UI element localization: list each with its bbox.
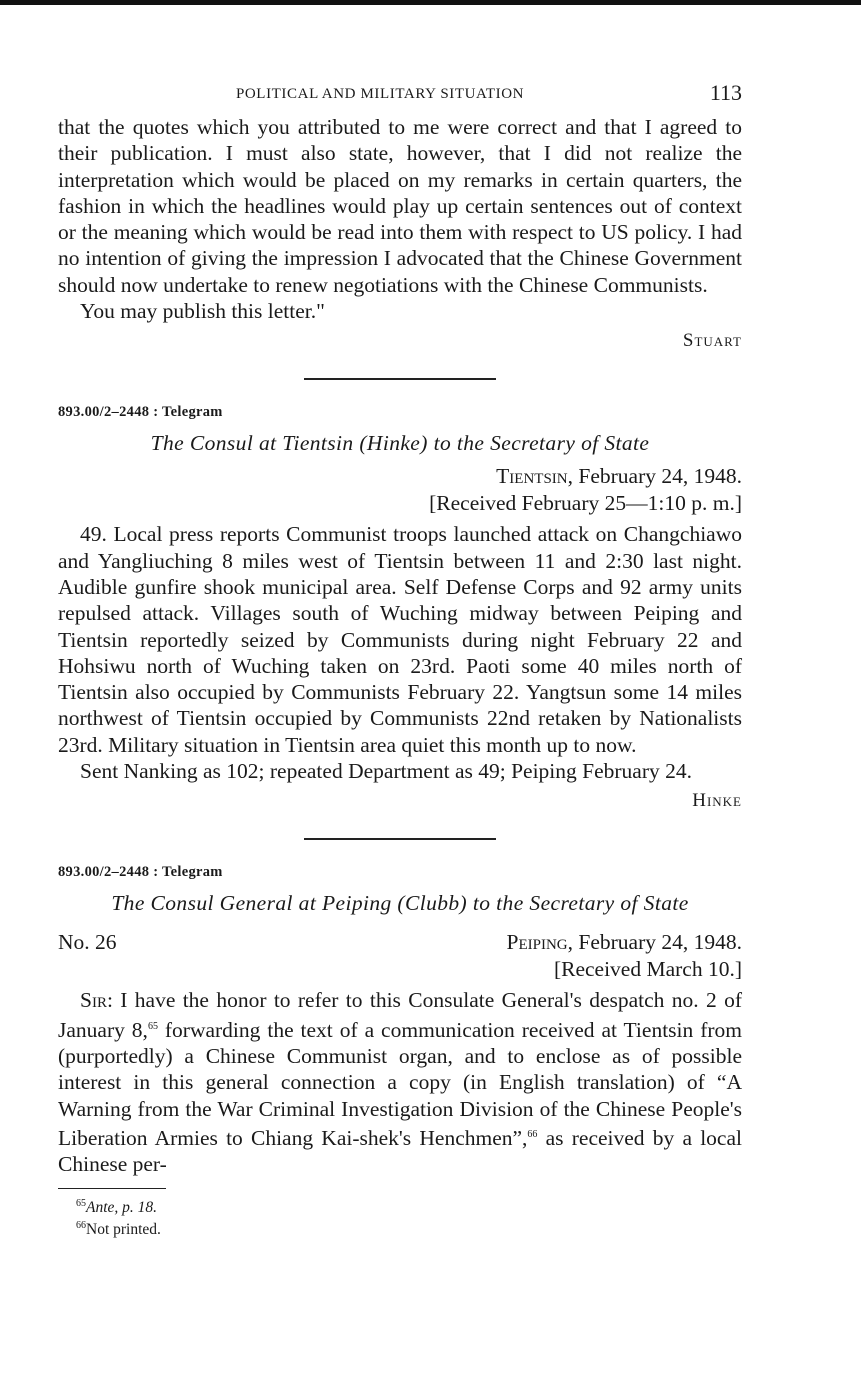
doc3-received: [Received March 10.] [553, 957, 742, 982]
doc3-place: Peiping [506, 930, 568, 955]
doc2-dateline [58, 463, 742, 490]
doc3-body [58, 987, 742, 1177]
page-number: 113 [709, 80, 742, 105]
doc2-section [58, 404, 742, 812]
doc3-salutation: Sir [80, 988, 107, 1013]
footnote-ref-65[interactable]: 65 [147, 1020, 158, 1032]
doc2-received: [Received February 25—1:10 p. m.] [429, 491, 742, 516]
doc3-body-c: as received by a local Chinese per- [58, 1126, 742, 1177]
doc1-paragraph-1: that the quotes which you attributed to me were correct and that I agreed to their publication. I must also state, however, that I did not realize the interpretation which would be placed on my remarks in certain quarters, the fashion in which the headlines would play up certain sentences out of context or the meaning which would be read into them with respect to US policy. I had no intention of giving the impression I advocated that the Chinese Government should now undertake to renew negotiations with the Chinese Communists. [58, 115, 742, 297]
doc2-sent: Sent Nanking as 102; repeated Department as 49; Peiping February 24. [80, 759, 693, 784]
doc3-title: The Consul General at Peiping (Clubb) to the Secretary of State [111, 891, 689, 916]
section-divider-1 [304, 378, 496, 380]
footnote-66 [58, 1217, 742, 1239]
doc3-number: No. 26 [58, 930, 117, 955]
footnote-65 [58, 1195, 742, 1217]
footnote-text: Ante, p. 18. [86, 1198, 158, 1216]
scan-edge-bar [0, 0, 861, 5]
footnote-text: Not printed. [86, 1221, 161, 1239]
running-head: POLITICAL AND MILITARY SITUATION [235, 86, 525, 102]
doc3-date: , February 24, 1948. [567, 930, 742, 955]
doc2-place: Tientsin [496, 464, 568, 489]
page-header [58, 80, 742, 114]
doc3-body-a: : I have the honor to refer to this Consulate General's despatch no. 2 of January 8, [58, 988, 742, 1042]
doc2-signature: Hinke [692, 790, 742, 812]
document-page [58, 80, 742, 1239]
doc1-paragraph-2: You may publish this letter." [80, 299, 325, 324]
doc1-signature: Stuart [682, 330, 742, 352]
doc2-title: The Consul at Tientsin (Hinke) to the Secretary of State [150, 431, 650, 456]
doc3-body-b: forwarding the text of a communication received at Tientsin from (purportedly) a Chinese Communist organ, and to enclose as of possible interest in this general connection a copy (in English translation) of “A Warning from the War Criminal Investigation Division of the Chinese People's Liberation Armies to Chiang Kai-shek's Henchmen”, [58, 1017, 742, 1151]
section-divider-2 [304, 838, 496, 840]
doc3-dateline [507, 929, 743, 956]
doc3-file-ref: 893.00/2–2448 : Telegram [58, 864, 223, 881]
doc2-date: , February 24, 1948. [567, 464, 742, 489]
footnote-ref-66[interactable]: 66 [527, 1128, 538, 1140]
doc3-section [58, 864, 742, 1177]
doc2-body: 49. Local press reports Communist troops launched attack on Changchiawo and Yangliuching 8 miles west of Tientsin between 11 and 2:30 last night. Audible gunfire shook municipal area. Self Defense Corps and 92 army units repulsed attack. Villages south of Wuching midway between Peiping and Tientsin reportedly seized by Communists during night February 22 and Hohsiwu north of Wuching taken on 23rd. Paoti some 40 miles north of Tientsin also occupied by Communists February 22. Yangtsun some 14 miles northwest of Tientsin occupied by Communists 22nd retaken by Nationalists 23rd. Military situation in Tientsin area quiet this month up to now. [58, 522, 742, 757]
doc1-section [58, 114, 742, 352]
footnote-rule [58, 1188, 166, 1189]
footnote-mark: 66 [76, 1219, 86, 1231]
doc3-number-dateline [58, 929, 742, 956]
doc2-file-ref: 893.00/2–2448 : Telegram [58, 404, 223, 421]
footnote-mark: 65 [76, 1197, 86, 1209]
